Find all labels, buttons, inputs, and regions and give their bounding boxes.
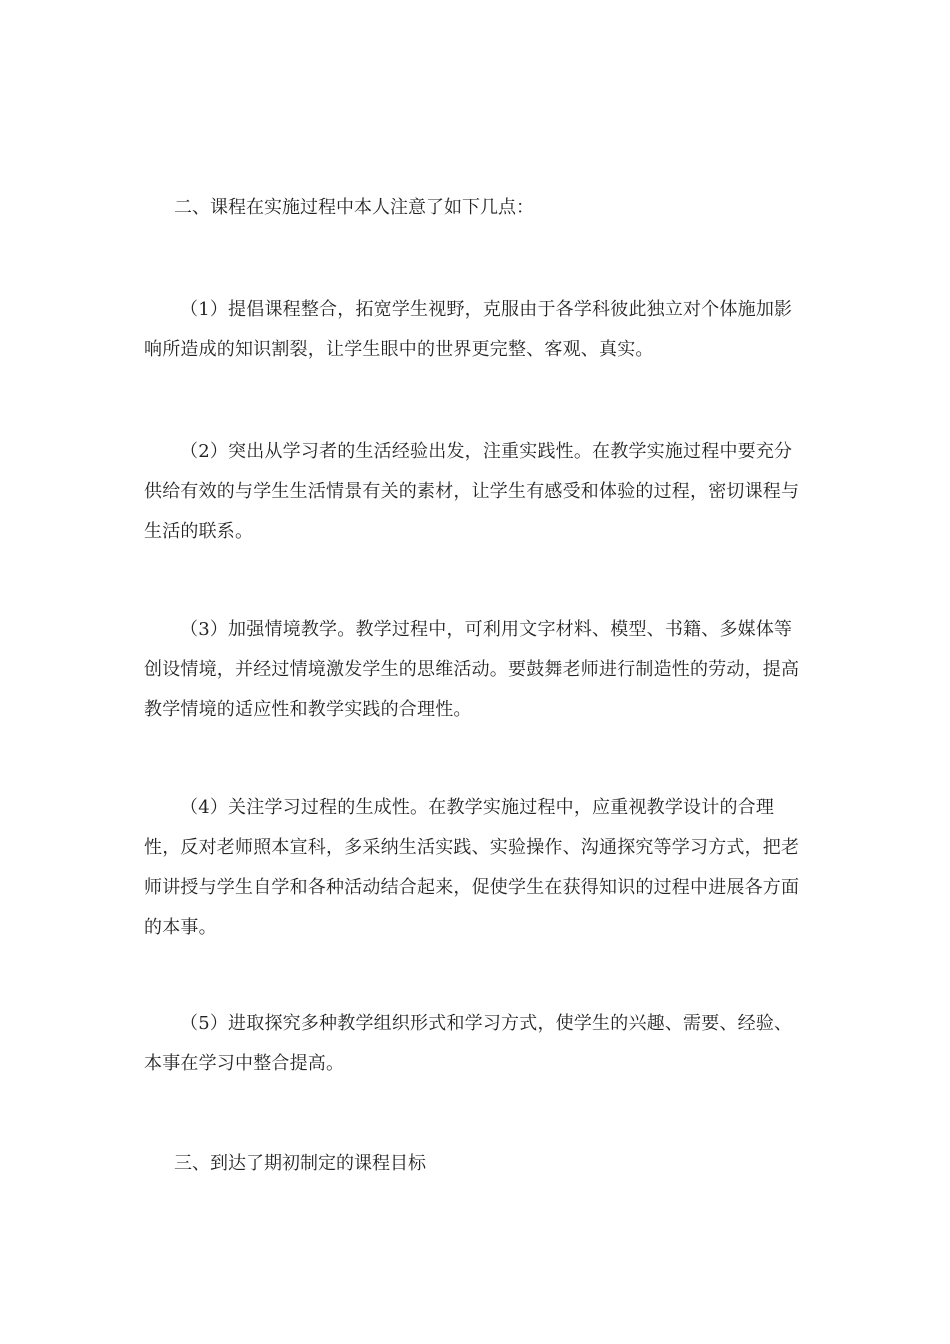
section-heading-3: 三、到达了期初制定的课程目标 [174,1153,426,1174]
section-heading-2: 二、课程在实施过程中本人注意了如下几点： [174,197,534,218]
list-item-4: （4）关注学习过程的生成性。在教学实施过程中，应重视教学设计的合理性，反对老师照本宣科，多采纳生活实践、实验操作、沟通探究等学习方式，把老师讲授与学生自学和各种活动结合起来，促使学生在获得知识的过程中进展各方面的本事。 [144,797,800,938]
list-item-3: （3）加强情境教学。教学过程中，可利用文字材料、模型、书籍、多媒体等创设情境，并经过情境激发学生的思维活动。要鼓舞老师进行制造性的劳动，提高教学情境的适应性和教学实践的合理性。 [144,619,800,720]
list-item-1: （1）提倡课程整合，拓宽学生视野，克服由于各学科彼此独立对个体施加影响所造成的知识割裂，让学生眼中的世界更完整、客观、真实。 [144,299,793,360]
list-item-5: （5）进取探究多种教学组织形式和学习方式，使学生的兴趣、需要、经验、本事在学习中整合提高。 [144,1013,793,1074]
list-item-2: （2）突出从学习者的生活经验出发，注重实践性。在教学实施过程中要充分供给有效的与学生生活情景有关的素材，让学生有感受和体验的过程，密切课程与生活的联系。 [144,441,800,542]
